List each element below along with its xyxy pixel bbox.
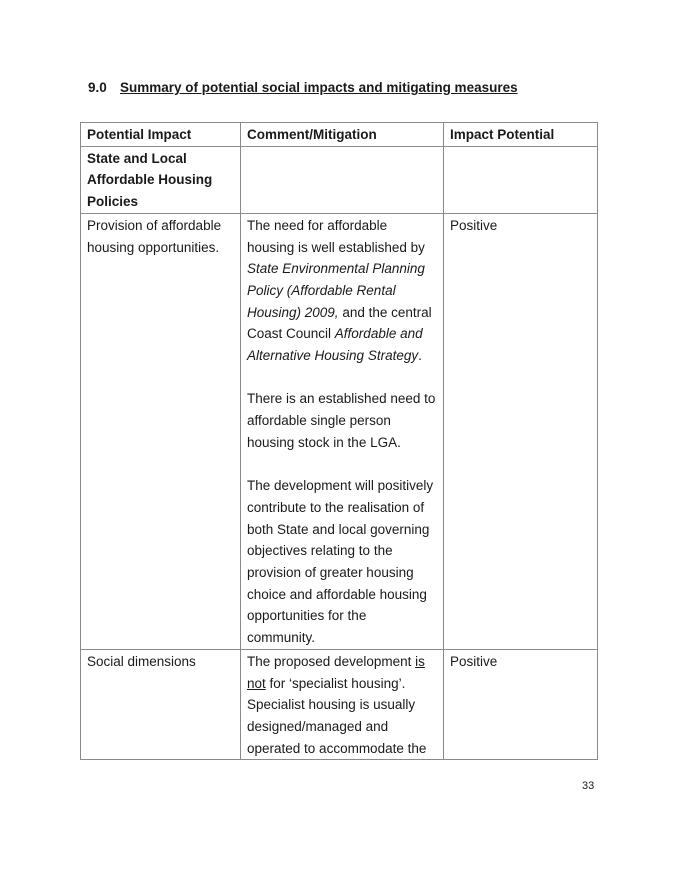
section-heading xyxy=(88,80,518,95)
policy-name: State Environmental Planning Policy (Affordable Rental Housing) 2009, xyxy=(247,261,425,320)
section-row-empty-cell xyxy=(444,146,598,213)
table-header-row xyxy=(81,123,598,147)
impact-potential-cell: Positive xyxy=(444,213,598,649)
comment-paragraph: The proposed development is not for ‘specialist housing’. Specialist housing is usually designed/managed and operated to accommodate the xyxy=(247,653,427,756)
comment-cell xyxy=(241,649,444,759)
impact-potential-cell: Positive xyxy=(444,649,598,759)
impact-cell: Social dimensions xyxy=(81,649,241,759)
emphasis-is: is xyxy=(415,653,425,669)
table-section-row xyxy=(81,146,598,213)
table-row xyxy=(81,213,598,649)
header-comment-mitigation: Comment/Mitigation xyxy=(241,123,444,147)
comment-paragraph: There is an established need to affordable single person housing stock in the LGA. xyxy=(247,391,436,450)
section-row-empty-cell xyxy=(241,146,444,213)
comment-cell xyxy=(241,213,444,649)
table-row xyxy=(81,649,598,759)
section-number: 9.0 xyxy=(88,80,107,95)
comment-paragraph: The development will positively contribute to the realisation of both State and local governing objectives relating to the provision of greater housing choice and affordable housing opportunities for the community. xyxy=(247,478,434,646)
header-potential-impact: Potential Impact xyxy=(81,123,241,147)
emphasis-not: not xyxy=(247,675,266,691)
impact-cell: Provision of affordable housing opportunities. xyxy=(81,213,241,649)
section-title: Summary of potential social impacts and mitigating measures xyxy=(120,80,518,95)
strategy-name: Affordable and Alternative Housing Strategy xyxy=(247,326,423,364)
comment-paragraph: The need for affordable housing is well established by State Environmental Planning Policy (Affordable Rental Housing) 2009, and the central Coast Council Affordable and Alternative Housing Strategy. xyxy=(247,217,432,364)
page-number: 33 xyxy=(582,780,595,792)
impacts-table xyxy=(80,122,598,760)
header-impact-potential: Impact Potential xyxy=(444,123,598,147)
section-row-label: State and Local Affordable Housing Policies xyxy=(81,146,241,213)
